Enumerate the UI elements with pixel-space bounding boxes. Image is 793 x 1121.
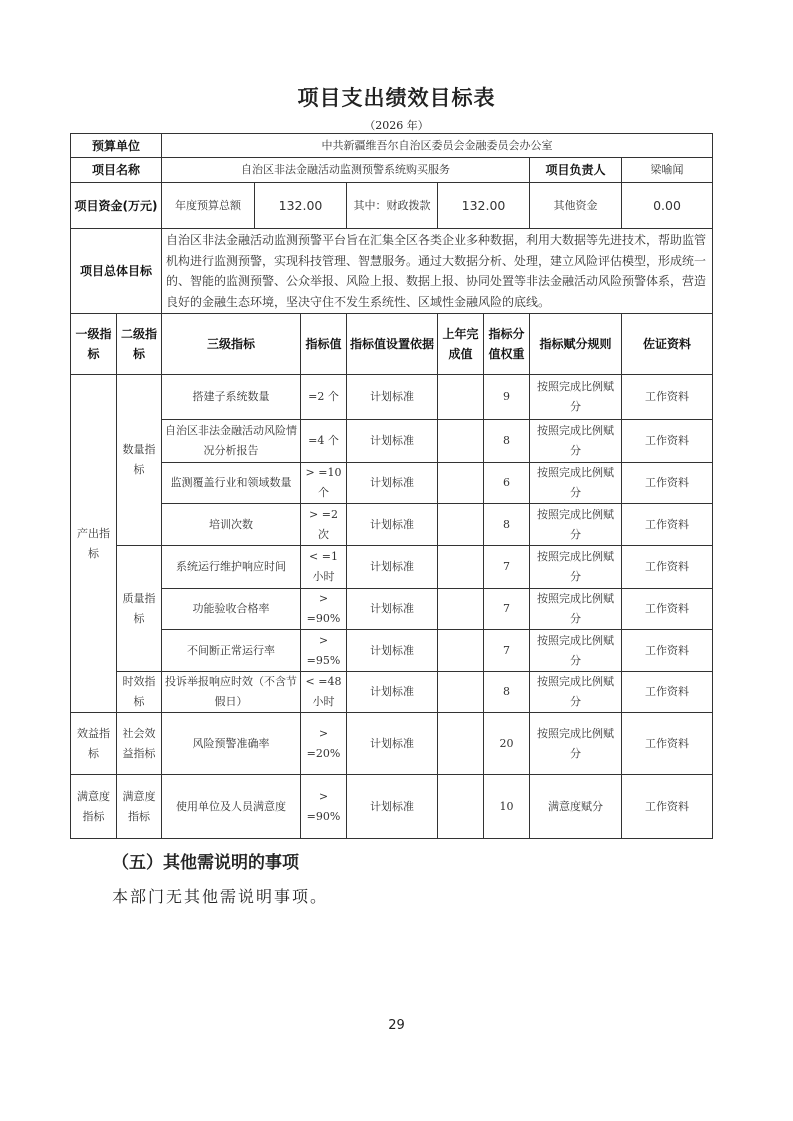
value-basis: 计划标准 [347,420,438,463]
table-row [71,375,713,420]
goal-label: 项目总体目标 [71,229,162,314]
fund-label: 项目资金(万元) [71,183,162,229]
level1-indicator: 产出指标 [71,375,117,713]
project-info-table [70,133,713,314]
value-basis: 计划标准 [347,672,438,713]
evidence: 工作资料 [622,589,713,630]
page-number: 29 [388,1018,405,1033]
evidence: 工作资料 [622,546,713,589]
table-row [71,420,713,463]
table-row [71,463,713,504]
scoring-rule: 按照完成比例赋分 [530,630,622,672]
indicator-value: > =90% [301,775,347,839]
other-value: 0.00 [622,183,713,229]
table-row [71,672,713,713]
header-cell: 佐证资料 [622,314,713,375]
weight: 7 [484,589,530,630]
table-row [71,775,713,839]
evidence: 工作资料 [622,463,713,504]
indicator-table [70,313,713,839]
section-heading: （五）其他需说明的事项 [112,853,299,873]
name-value: 自治区非法金融活动监测预警系统购买服务 [162,158,530,183]
scoring-rule: 按照完成比例赋分 [530,375,622,420]
header-cell: 上年完成值 [438,314,484,375]
indicator-value: =4 个 [301,420,347,463]
scoring-rule: 按照完成比例赋分 [530,420,622,463]
level1-indicator: 满意度指标 [71,775,117,839]
header-cell: 指标值设置依据 [347,314,438,375]
header-cell: 三级指标 [162,314,301,375]
weight: 8 [484,672,530,713]
level2-indicator: 满意度指标 [117,775,162,839]
indicator-value: > =90% [301,589,347,630]
weight: 7 [484,546,530,589]
level3-indicator: 使用单位及人员满意度 [162,775,301,839]
table-title: 项目支出绩效目标表 [297,86,496,110]
evidence: 工作资料 [622,672,713,713]
scoring-rule: 满意度赋分 [530,775,622,839]
level2-indicator: 质量指标 [117,546,162,672]
unit-label: 预算单位 [71,134,162,158]
unit-value: 中共新疆维吾尔自治区委员会金融委员会办公室 [162,134,713,158]
evidence: 工作资料 [622,375,713,420]
last-year-value [438,630,484,672]
table-row [71,589,713,630]
table-row [71,713,713,775]
header-cell: 指标分值权重 [484,314,530,375]
last-year-value [438,546,484,589]
weight: 10 [484,775,530,839]
fiscal-value: 132.00 [438,183,530,229]
level3-indicator: 系统运行维护响应时间 [162,546,301,589]
section-body: 本部门无其他需说明事项。 [112,887,329,906]
weight: 20 [484,713,530,775]
table-row [71,546,713,589]
scoring-rule: 按照完成比例赋分 [530,504,622,546]
level3-indicator: 培训次数 [162,504,301,546]
name-label: 项目名称 [71,158,162,183]
header-cell: 一级指标 [71,314,117,375]
header-row [71,314,713,375]
level2-indicator: 时效指标 [117,672,162,713]
value-basis: 计划标准 [347,775,438,839]
value-basis: 计划标准 [347,504,438,546]
table-row [71,504,713,546]
evidence: 工作资料 [622,504,713,546]
last-year-value [438,504,484,546]
indicator-value: < =48 小时 [301,672,347,713]
last-year-value [438,463,484,504]
level3-indicator: 不间断正常运行率 [162,630,301,672]
level3-indicator: 自治区非法金融活动风险情况分析报告 [162,420,301,463]
indicator-value: < =1 小时 [301,546,347,589]
last-year-value [438,420,484,463]
header-cell: 二级指标 [117,314,162,375]
level2-indicator: 社会效益指标 [117,713,162,775]
goal-text: 自治区非法金融活动监测预警平台旨在汇集全区各类企业多种数据，利用大数据等先进技术，帮助监管机构进行监测预警，实现科技管理、智慧服务。通过大数据分析、处理，建立风险评估模型，形成统一的、智能的监测预警、公众举报、风险上报、数据上报、协同处置等非法金融活动风险预警体系，营造良好的金融生态环境，坚决守住不发生系统性、区域性金融风险的底线。 [162,229,713,314]
level1-indicator: 效益指标 [71,713,117,775]
value-basis: 计划标准 [347,713,438,775]
indicator-value: > =10 个 [301,463,347,504]
table-year: （2026 年） [364,119,429,132]
indicator-value: > =20% [301,713,347,775]
scoring-rule: 按照完成比例赋分 [530,713,622,775]
weight: 8 [484,504,530,546]
last-year-value [438,713,484,775]
last-year-value [438,775,484,839]
evidence: 工作资料 [622,713,713,775]
header-cell: 指标值 [301,314,347,375]
other-label: 其他资金 [530,183,622,229]
indicator-value: =2 个 [301,375,347,420]
scoring-rule: 按照完成比例赋分 [530,463,622,504]
level3-indicator: 监测覆盖行业和领域数量 [162,463,301,504]
level3-indicator: 投诉举报响应时效（不含节假日） [162,672,301,713]
last-year-value [438,672,484,713]
scoring-rule: 按照完成比例赋分 [530,589,622,630]
value-basis: 计划标准 [347,630,438,672]
owner-value: 梁喻闻 [622,158,713,183]
indicator-value: > =95% [301,630,347,672]
annual-label: 年度预算总额 [162,183,255,229]
level3-indicator: 搭建子系统数量 [162,375,301,420]
last-year-value [438,375,484,420]
value-basis: 计划标准 [347,589,438,630]
weight: 8 [484,420,530,463]
fiscal-label: 其中：财政拨款 [347,183,438,229]
level2-indicator: 数量指标 [117,375,162,546]
weight: 6 [484,463,530,504]
value-basis: 计划标准 [347,463,438,504]
weight: 7 [484,630,530,672]
level3-indicator: 功能验收合格率 [162,589,301,630]
evidence: 工作资料 [622,775,713,839]
scoring-rule: 按照完成比例赋分 [530,672,622,713]
indicator-value: > =2 次 [301,504,347,546]
value-basis: 计划标准 [347,375,438,420]
last-year-value [438,589,484,630]
header-cell: 指标赋分规则 [530,314,622,375]
weight: 9 [484,375,530,420]
evidence: 工作资料 [622,630,713,672]
owner-label: 项目负责人 [530,158,622,183]
evidence: 工作资料 [622,420,713,463]
table-row [71,630,713,672]
level3-indicator: 风险预警准确率 [162,713,301,775]
scoring-rule: 按照完成比例赋分 [530,546,622,589]
value-basis: 计划标准 [347,546,438,589]
annual-value: 132.00 [255,183,347,229]
